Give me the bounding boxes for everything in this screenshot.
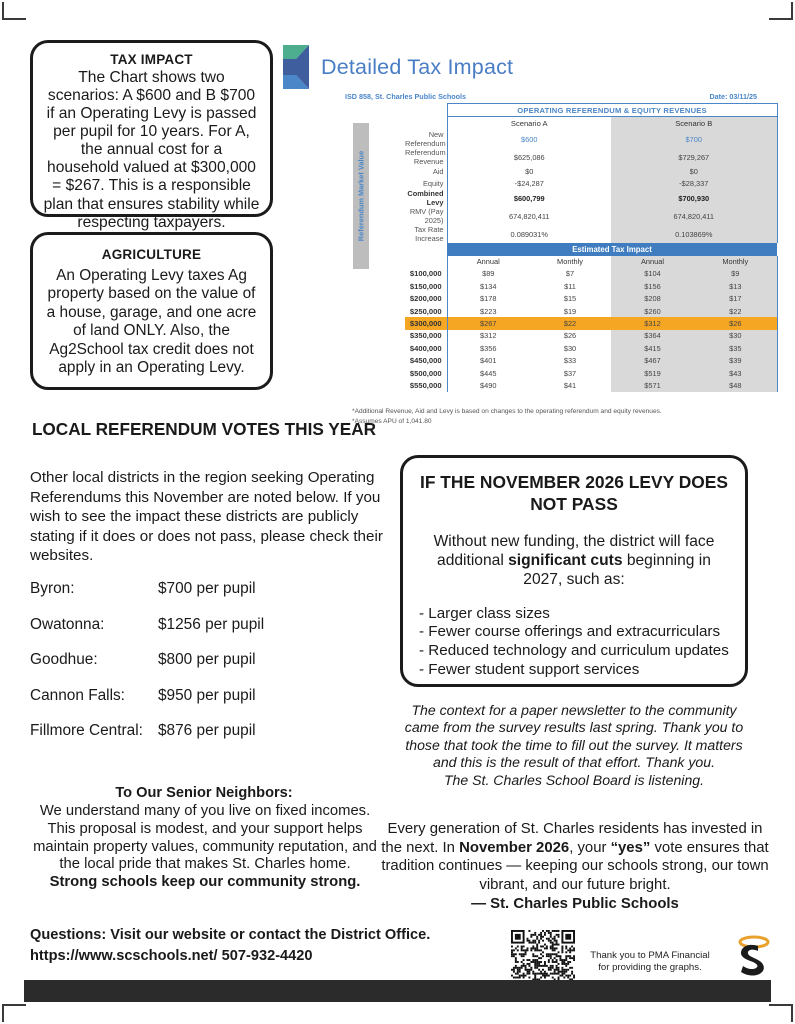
closing-part-2: , your — [569, 839, 611, 856]
a-annual-cell: $89 — [447, 268, 529, 280]
closing-bold-1: November 2026 — [459, 839, 570, 856]
tax-impact-callout — [30, 40, 273, 231]
a-monthly-cell: $30 — [563, 343, 577, 353]
levy-lead-post: beginning in 2027, such as: — [523, 551, 711, 588]
list-item — [30, 687, 382, 705]
pma-credit: Thank you to PMA Financial for providing the graphs. — [590, 950, 710, 974]
col-annual-a: Annual — [447, 256, 529, 268]
b-annual-cell: $312 — [611, 317, 694, 329]
scenario-a-value: -$24,287 — [447, 178, 611, 190]
b-annual-cell: $208 — [611, 292, 694, 304]
b-monthly-cell: $39 — [694, 354, 777, 366]
row-label: Referendum Revenue — [405, 148, 446, 166]
b-monthly-cell: $17 — [694, 292, 777, 304]
contact-line-2[interactable]: https://www.scschools.net/ 507-932-4420 — [30, 948, 313, 965]
contact-line-1: Questions: Visit our website or contact the District Office. — [30, 927, 431, 943]
b-monthly-cell: $26 — [694, 317, 777, 329]
table-row — [345, 317, 777, 329]
b-monthly-cell: $9 — [694, 268, 777, 280]
scenario-a-value: $600 — [447, 130, 611, 148]
list-item: - Larger class sizes — [419, 604, 550, 622]
a-monthly-cell: $15 — [563, 294, 577, 304]
table-row — [345, 166, 777, 178]
district-list — [30, 580, 382, 758]
market-value-cell: $150,000 — [409, 281, 442, 291]
table-row — [345, 280, 777, 292]
list-item: - Fewer course offerings and extracurriculars — [419, 623, 721, 641]
footnote-2: *Assumes APU of 1,041.80 — [352, 417, 432, 425]
table-footnotes — [352, 407, 772, 426]
table-row — [345, 256, 777, 268]
market-value-cell: $300,000 — [405, 317, 447, 329]
market-value-cell: $450,000 — [409, 356, 442, 366]
b-annual-cell: $415 — [611, 342, 694, 354]
scenario-b-value: $0 — [611, 166, 777, 178]
b-annual-cell: $260 — [611, 305, 694, 317]
closing-part-1: Every generation of St. Charles residents has invested in the next. In — [381, 821, 763, 856]
a-annual-cell: $356 — [447, 342, 529, 354]
list-item — [30, 580, 382, 598]
market-value-cell: $500,000 — [409, 368, 442, 378]
a-annual-cell: $223 — [447, 305, 529, 317]
list-item — [30, 651, 382, 669]
b-monthly-cell: $35 — [694, 342, 777, 354]
scenario-b-value: $700,930 — [611, 189, 777, 207]
levy-fail-callout — [400, 455, 748, 687]
table-row — [345, 367, 777, 379]
closing-paragraph — [376, 820, 774, 913]
table-row — [345, 305, 777, 317]
b-annual-cell: $364 — [611, 330, 694, 342]
a-monthly-cell: $26 — [563, 331, 577, 341]
table-row — [345, 225, 777, 243]
school-mascot-icon — [728, 930, 776, 986]
list-item — [30, 722, 382, 740]
b-annual-cell: $156 — [611, 280, 694, 292]
closing-bold-2: “yes” — [610, 839, 651, 856]
referendum-market-value-axis-label: Referendum Market Value — [353, 123, 369, 269]
district-name: Byron: — [30, 580, 75, 597]
table-row — [345, 354, 777, 366]
a-monthly-cell: $37 — [563, 368, 577, 378]
crop-mark-bottom-right — [769, 1004, 793, 1022]
scenario-a-value: $625,086 — [447, 148, 611, 166]
b-annual-cell: $519 — [611, 367, 694, 379]
scenario-b-value: 674,820,411 — [611, 207, 777, 225]
market-value-cell: $200,000 — [409, 294, 442, 304]
tax-impact-table-block — [345, 92, 777, 392]
scenario-b-value: 0.103869% — [611, 225, 777, 243]
district-amount: $876 per pupil — [158, 722, 256, 739]
district-name: Owatonna: — [30, 615, 105, 633]
revenues-header: OPERATING REFERENDUM & EQUITY REVENUES — [447, 104, 777, 117]
row-label: Equity — [422, 178, 444, 188]
table-row — [345, 117, 777, 131]
scenario-a-value: 674,820,411 — [447, 207, 611, 225]
scenario-b-value: $700 — [611, 130, 777, 148]
closing-part-3: vote ensures that tradition continues — keeping our schools strong, our town vibrant, and our future bright. — [381, 839, 769, 893]
levy-lead-bold: significant cuts — [508, 551, 623, 569]
district-amount: $800 per pupil — [158, 651, 256, 668]
levy-fail-heading: IF THE NOVEMBER 2026 LEVY DOES NOT PASS — [420, 472, 728, 514]
levy-fail-lead — [419, 532, 729, 589]
table-row — [345, 189, 777, 207]
a-annual-cell: $445 — [447, 367, 529, 379]
district-amount: $950 per pupil — [158, 686, 256, 704]
seniors-strong: Strong schools keep our community strong. — [49, 874, 361, 890]
crop-mark-bottom-left — [2, 1004, 26, 1022]
bottom-bar — [24, 980, 771, 1002]
b-monthly-cell: $43 — [694, 367, 777, 379]
table-row — [345, 330, 777, 342]
a-monthly-cell: $7 — [565, 269, 575, 279]
survey-note: The context for a paper newsletter to the community came from the survey results last spring. Thank you to those that took the time to fill out the survey. It matters and this is the result of that effort. Thank you. The St. Charles School Board is listening. — [404, 702, 744, 788]
a-monthly-cell: $22 — [529, 317, 611, 329]
b-monthly-cell: $30 — [694, 330, 777, 342]
a-annual-cell: $267 — [447, 317, 529, 329]
district-amount: $700 per pupil — [158, 580, 256, 597]
footnote-1: *Additional Revenue, Aid and Levy is based on changes to the operating referendum and equity revenues. — [352, 408, 662, 415]
crop-mark-top-left — [2, 2, 26, 20]
table-row — [345, 148, 777, 166]
a-annual-cell: $401 — [447, 354, 529, 366]
district-name: ISD 858, St. Charles Public Schools — [345, 92, 467, 101]
market-value-cell: $550,000 — [409, 380, 442, 390]
market-value-cell: $350,000 — [409, 331, 442, 341]
a-monthly-cell: $19 — [563, 306, 577, 316]
b-monthly-cell: $13 — [694, 280, 777, 292]
district-name: Cannon Falls: — [30, 686, 125, 704]
seniors-body — [26, 803, 384, 892]
pma-header — [283, 44, 543, 90]
scenario-a-header: Scenario A — [447, 117, 611, 131]
list-item: - Fewer student support services — [419, 661, 640, 679]
table-row — [345, 379, 777, 391]
col-monthly-b: Monthly — [694, 256, 777, 268]
tax-impact-body: The Chart shows two scenarios: A $600 and B $700 if an Operating Levy is passed per pupil for 10 years. For A, the annual cost for a household valued at $300,000 = $267. This is a responsible plan that ensures stability while respecting taxpayers. — [43, 69, 260, 231]
table-row — [345, 130, 777, 148]
pma-logo-icon — [283, 45, 309, 89]
a-monthly-cell: $41 — [563, 380, 577, 390]
list-item — [30, 616, 382, 634]
market-value-cell: $400,000 — [409, 343, 442, 353]
b-monthly-cell: $22 — [694, 305, 777, 317]
district-amount: $1256 per pupil — [158, 615, 265, 633]
col-monthly-a: Monthly — [557, 257, 583, 267]
scenario-b-header: Scenario B — [611, 117, 777, 131]
levy-fail-bullets — [419, 605, 729, 680]
a-annual-cell: $490 — [447, 379, 529, 391]
b-monthly-cell: $48 — [694, 379, 777, 391]
row-label: Combined Levy — [407, 189, 444, 208]
contact-block — [30, 925, 430, 967]
scenario-a-value: $600,799 — [447, 189, 611, 207]
local-votes-title: LOCAL REFERENDUM VOTES THIS YEAR — [31, 419, 377, 439]
table-row — [345, 178, 777, 190]
seniors-text: We understand many of you live on fixed incomes. This proposal is modest, and your support helps maintain property values, community reputation, and the local pride that makes St. Charles home. — [33, 803, 377, 873]
market-value-cell: $100,000 — [409, 269, 442, 279]
list-item: - Reduced technology and curriculum updates — [419, 642, 729, 660]
b-annual-cell: $467 — [611, 354, 694, 366]
scenario-b-value: $729,267 — [611, 148, 777, 166]
table-meta-row — [345, 92, 777, 103]
table-row — [345, 342, 777, 354]
row-label: New Referendum — [405, 130, 446, 148]
a-annual-cell: $134 — [447, 280, 529, 292]
col-annual-b: Annual — [611, 256, 694, 268]
table-row — [345, 268, 777, 280]
b-annual-cell: $571 — [611, 379, 694, 391]
a-monthly-cell: $11 — [564, 281, 576, 291]
local-votes-body: Other local districts in the region seeking Operating Referendums this November are noted below. If you wish to see the impact these districts are publicly stating if it does or does not pass, please check their websites. — [30, 469, 383, 565]
a-annual-cell: $178 — [447, 292, 529, 304]
row-label: Tax Rate Increase — [414, 225, 444, 244]
a-annual-cell: $312 — [447, 330, 529, 342]
agriculture-body: An Operating Levy taxes Ag property based on the value of a house, garage, and one acre of land ONLY. Also, the Ag2School tax credit does not apply in an Operating Levy. — [46, 267, 257, 377]
tax-impact-table — [345, 103, 778, 392]
row-label: RMV (Pay 2025) — [409, 207, 444, 226]
agriculture-callout — [30, 232, 273, 390]
scenario-b-value: -$28,337 — [611, 178, 777, 190]
closing-signoff: — St. Charles Public Schools — [471, 895, 679, 912]
agriculture-heading: AGRICULTURE — [101, 247, 202, 262]
crop-mark-top-right — [769, 2, 793, 20]
table-row — [345, 243, 777, 256]
district-name: Goodhue: — [30, 651, 98, 668]
b-annual-cell: $104 — [611, 268, 694, 280]
table-row — [345, 292, 777, 304]
market-value-cell: $250,000 — [409, 306, 442, 316]
scenario-a-value: 0.089031% — [447, 225, 611, 243]
estimated-tax-impact-header: Estimated Tax Impact — [447, 243, 777, 256]
district-name: Fillmore Central: — [30, 722, 143, 739]
scenario-a-value: $0 — [447, 166, 611, 178]
report-date: Date: 03/11/25 — [709, 92, 757, 101]
row-label: Aid — [432, 167, 444, 177]
a-monthly-cell: $33 — [563, 356, 577, 366]
seniors-heading: To Our Senior Neighbors: — [115, 785, 293, 801]
pma-title: Detailed Tax Impact — [321, 54, 514, 79]
table-row — [345, 207, 777, 225]
tax-impact-heading: TAX IMPACT — [110, 52, 193, 67]
table-row — [345, 104, 777, 117]
levy-lead-pre: Without new funding, the district will face additional — [433, 532, 715, 569]
